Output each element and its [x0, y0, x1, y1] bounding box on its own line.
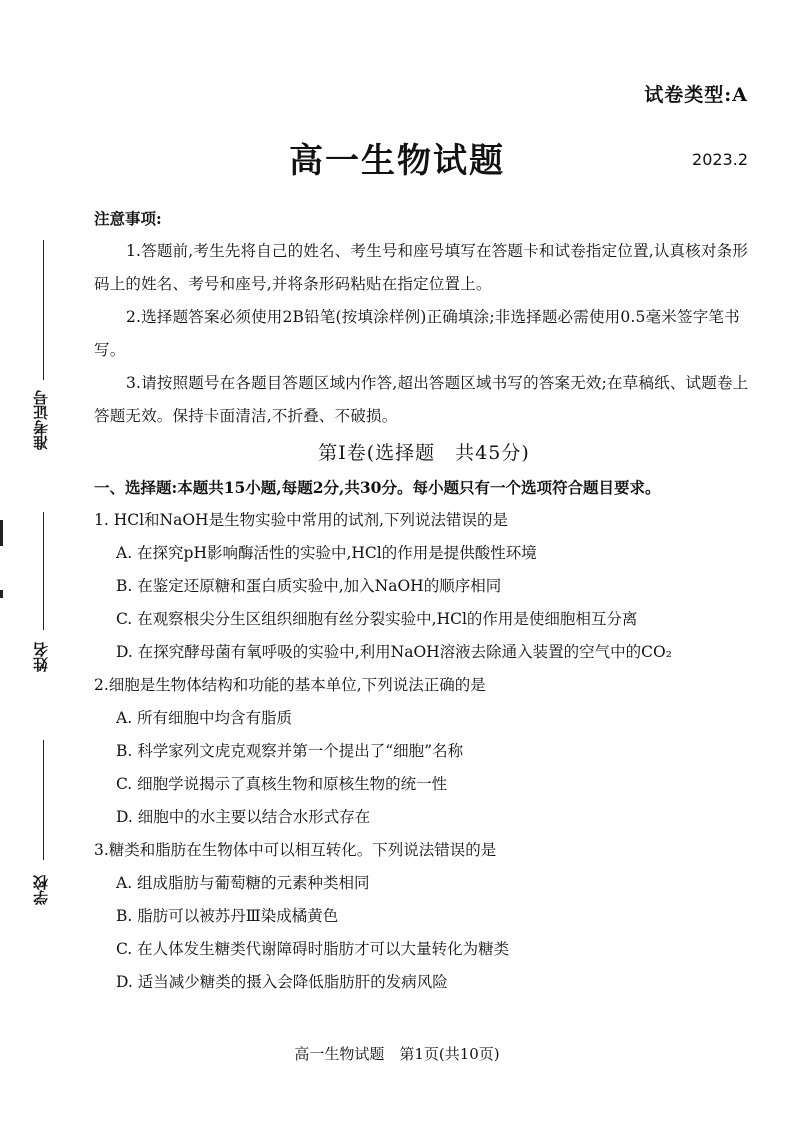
option-c: C. 细胞学说揭示了真核生物和原核生物的统一性 [116, 775, 448, 793]
name-label: 姓名 [32, 642, 50, 672]
exam-content [94, 202, 754, 999]
question-stem: 1. HCl和NaOH是生物实验中常用的试剂,下列说法错误的是 [94, 511, 509, 529]
question-stem: 3.糖类和脂肪在生物体中可以相互转化。下列说法错误的是 [94, 841, 497, 859]
notice-item: 1.答题前,考生先将自己的姓名、考生号和座号填写在答题卡和试卷指定位置,认真核对条形码上的姓名、考号和座号,并将条形码粘贴在指定位置上。 [94, 242, 749, 293]
question-stem: 2.细胞是生物体结构和功能的基本单位,下列说法正确的是 [94, 676, 486, 694]
paper-type: 试卷类型:A [644, 84, 748, 106]
part-heading: 一、选择题:本题共15小题,每题2分,共30分。每小题只有一个选项符合题目要求。 [94, 478, 661, 497]
option-c: C. 在观察根尖分生区组织细胞有丝分裂实验中,HCl的作用是使细胞相互分离 [116, 610, 638, 628]
notice-item: 2.选择题答案必须使用2B铅笔(按填涂样例)正确填涂;非选择题必需使用0.5毫米签字笔书写。 [94, 308, 740, 359]
name-line [43, 512, 44, 630]
option-a: A. 组成脂肪与葡萄糖的元素种类相同 [116, 874, 370, 892]
exam-number-line [43, 240, 44, 380]
school-label: 学校 [32, 875, 50, 905]
option-d: D. 细胞中的水主要以结合水形式存在 [116, 808, 371, 826]
option-b: B. 在鉴定还原糖和蛋白质实验中,加入NaOH的顺序相同 [116, 577, 502, 595]
question-2 [94, 669, 754, 834]
question-3 [94, 834, 754, 999]
binding-edge-mark [0, 590, 3, 598]
notice-item: 3.请按照题号在各题目答题区域内作答,超出答题区域书写的答案无效;在草稿纸、试题卷上答题无效。保持卡面清洁,不折叠、不破损。 [94, 374, 749, 425]
school-line [43, 740, 44, 860]
binding-edge-mark [0, 520, 3, 546]
page-footer: 高一生物试题 第1页(共10页) [294, 1045, 500, 1063]
option-b: B. 脂肪可以被苏丹Ⅲ染成橘黄色 [116, 907, 339, 925]
question-1 [94, 504, 754, 669]
option-d: D. 在探究酵母菌有氧呼吸的实验中,利用NaOH溶液去除通入装置的空气中的CO₂ [116, 643, 672, 661]
option-c: C. 在人体发生糖类代谢障碍时脂肪才可以大量转化为糖类 [116, 940, 510, 958]
page-title: 高一生物试题 [289, 141, 505, 181]
option-b: B. 科学家列文虎克观察并第一个提出了“细胞”名称 [116, 742, 464, 760]
exam-number-field [28, 240, 58, 465]
school-field [28, 740, 58, 920]
section-title: 第Ⅰ卷(选择题 共45分) [318, 442, 530, 464]
exam-date: 2023.2 [692, 150, 748, 169]
option-a: A. 在探究pH影响酶活性的实验中,HCl的作用是提供酸性环境 [116, 544, 537, 562]
exam-number-label: 准考证号 [32, 390, 50, 450]
option-a: A. 所有细胞中均含有脂质 [116, 709, 293, 727]
notice-heading: 注意事项: [94, 209, 162, 228]
name-field [28, 512, 58, 682]
option-d: D. 适当减少糖类的摄入会降低脂肪肝的发病风险 [116, 973, 448, 991]
